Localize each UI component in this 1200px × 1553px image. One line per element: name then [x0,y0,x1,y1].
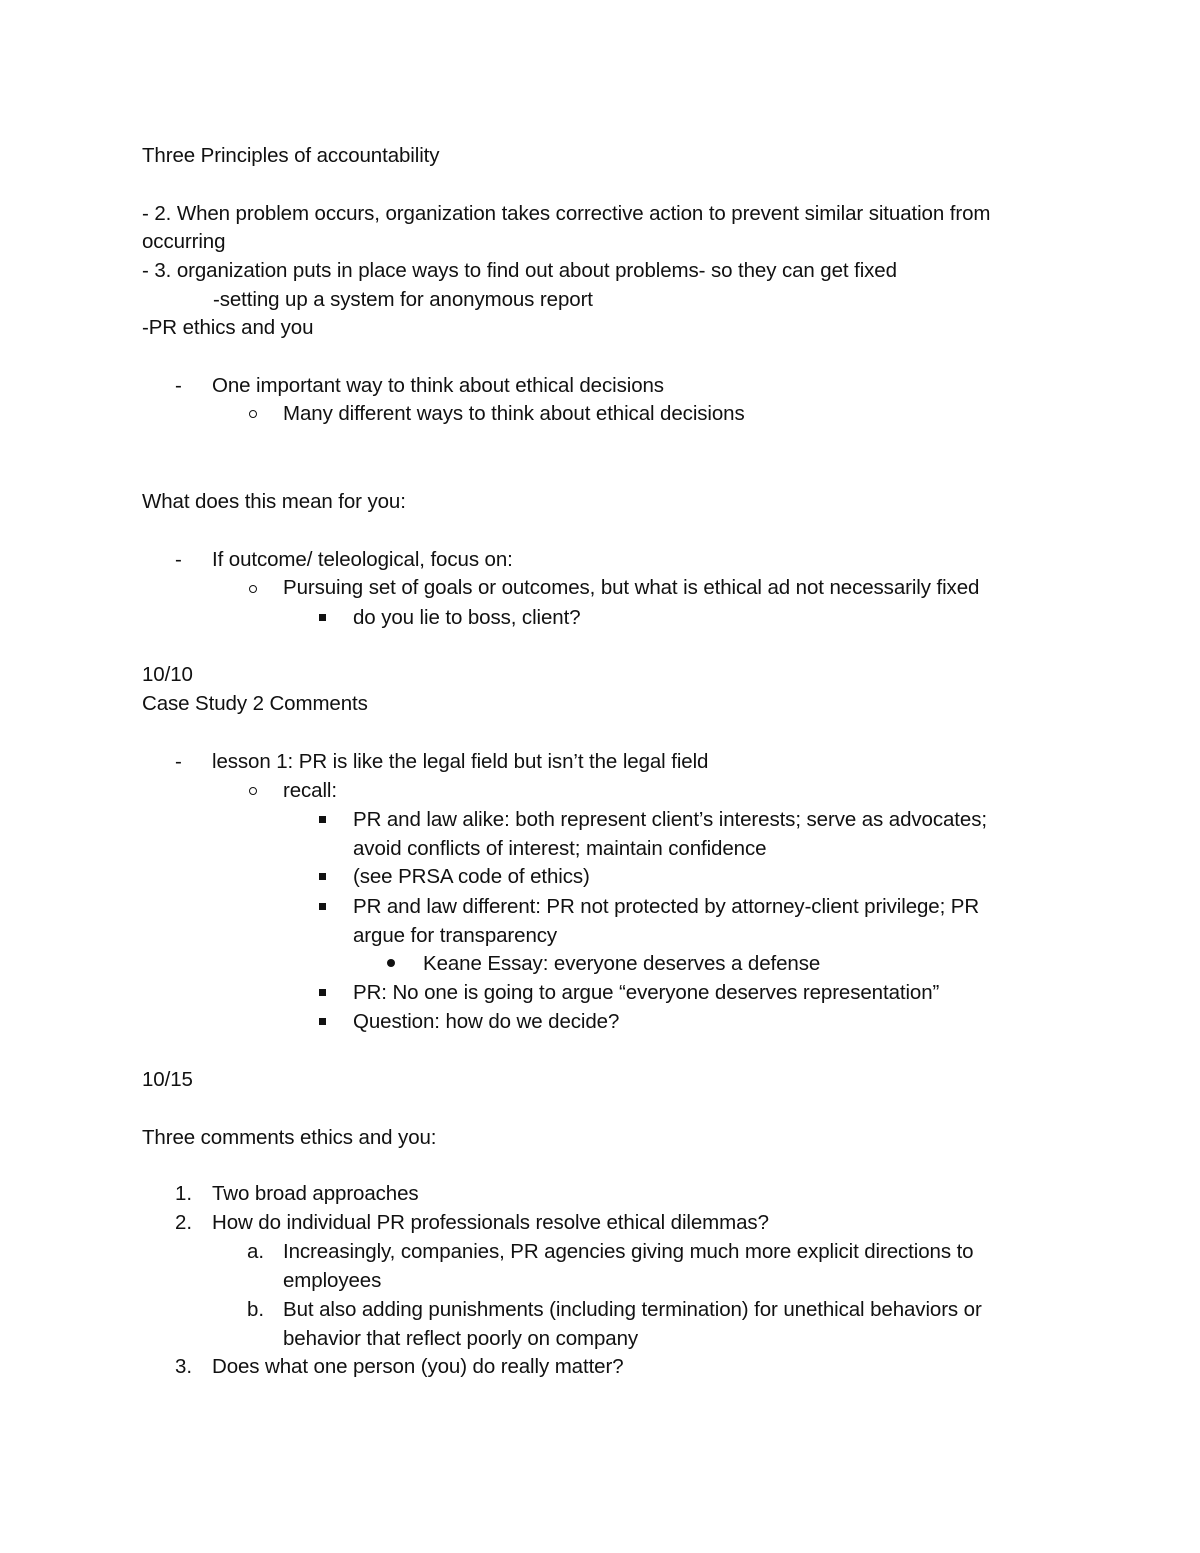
list-item: Pursuing set of goals or outcomes, but what is ethical ad not necessarily fixed [283,576,980,599]
list-item: Increasingly, companies, PR agencies giving much more explicit directions to [283,1240,974,1263]
number-marker: 1. [175,1182,193,1205]
list-item: Many different ways to think about ethical decisions [283,402,745,425]
square-bullet-icon [319,614,326,621]
list-item-continuation: behavior that reflect poorly on company [283,1327,639,1350]
square-bullet-icon [319,816,326,823]
list-item: But also adding punishments (including termination) for unethical behaviors or [283,1298,982,1321]
square-bullet-icon [319,1018,326,1025]
list-item: PR and law different: PR not protected by attorney-client privilege; PR [353,895,980,918]
circle-bullet-icon [249,410,257,418]
list-item: Two broad approaches [212,1182,419,1205]
principle-3-detail: -setting up a system for anonymous report [213,288,593,311]
number-marker: 2. [175,1211,193,1234]
date-10-10: 10/10 [142,663,193,686]
heading-what-does-this-mean: What does this mean for you: [142,490,406,513]
square-bullet-icon [319,873,326,880]
square-bullet-icon [319,903,326,910]
list-item-continuation: avoid conflicts of interest; maintain confidence [353,837,767,860]
list-item: do you lie to boss, client? [353,606,581,629]
list-item: PR: No one is going to argue “everyone deserves representation” [353,981,940,1004]
list-item: recall: [283,779,337,802]
heading-three-comments: Three comments ethics and you: [142,1126,437,1149]
number-marker: 3. [175,1355,193,1378]
list-item: One important way to think about ethical decisions [212,374,664,397]
dash-bullet: - [175,548,182,571]
list-item: (see PRSA code of ethics) [353,865,590,888]
letter-marker: b. [247,1298,265,1321]
principle-2-line-1: - 2. When problem occurs, organization takes corrective action to prevent similar situation from [142,202,991,225]
pr-ethics-heading: -PR ethics and you [142,316,314,339]
list-item: Keane Essay: everyone deserves a defense [423,952,821,975]
principle-2-line-2: occurring [142,230,226,253]
square-bullet-icon [319,989,326,996]
circle-bullet-icon [249,585,257,593]
dash-bullet: - [175,374,182,397]
list-item: Question: how do we decide? [353,1010,620,1033]
list-item: lesson 1: PR is like the legal field but isn’t the legal field [212,750,709,773]
letter-marker: a. [247,1240,265,1263]
round-bullet-icon [387,959,395,967]
date-10-15: 10/15 [142,1068,193,1091]
heading-principles: Three Principles of accountability [142,144,440,167]
heading-case-study: Case Study 2 Comments [142,692,368,715]
dash-bullet: - [175,750,182,773]
list-item-continuation: argue for transparency [353,924,558,947]
list-item: Does what one person (you) do really matter? [212,1355,624,1378]
list-item: If outcome/ teleological, focus on: [212,548,513,571]
list-item-continuation: employees [283,1269,382,1292]
circle-bullet-icon [249,787,257,795]
principle-3: - 3. organization puts in place ways to find out about problems- so they can get fixed [142,259,897,282]
list-item: PR and law alike: both represent client’s interests; serve as advocates; [353,808,987,831]
list-item: How do individual PR professionals resolve ethical dilemmas? [212,1211,769,1234]
